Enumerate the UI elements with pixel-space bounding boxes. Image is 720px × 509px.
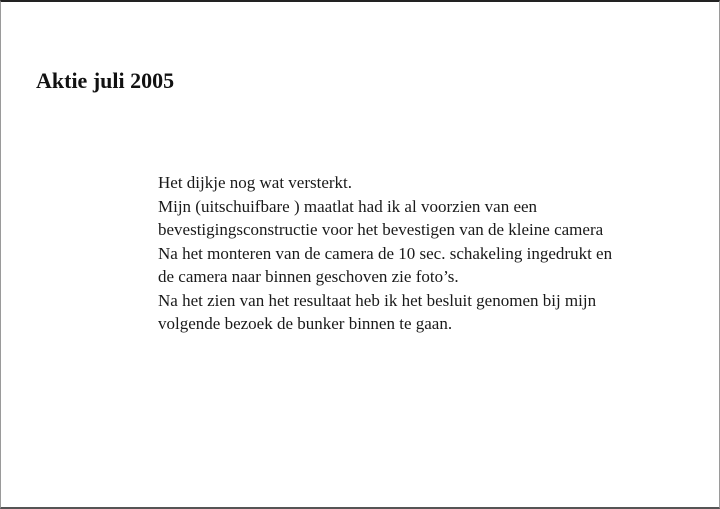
- page-title: Aktie juli 2005: [36, 68, 175, 93]
- text-line: bevestigingsconstructie voor het bevestigen van de kleine camera: [158, 220, 604, 239]
- text-line: volgende bezoek de bunker binnen te gaan.: [158, 314, 453, 333]
- text-line: Na het zien van het resultaat heb ik het besluit genomen bij mijn: [158, 290, 597, 310]
- text-line: Mijn (uitschuifbare ) maatlat had ik al voorzien van een: [158, 196, 538, 216]
- text-line: de camera naar binnen geschoven zie foto’s.: [158, 267, 459, 286]
- body-paragraph: [158, 171, 713, 336]
- text-line: Het dijkje nog wat versterkt.: [158, 173, 353, 192]
- text-line: Na het monteren van de camera de 10 sec. schakeling ingedrukt en: [158, 243, 613, 263]
